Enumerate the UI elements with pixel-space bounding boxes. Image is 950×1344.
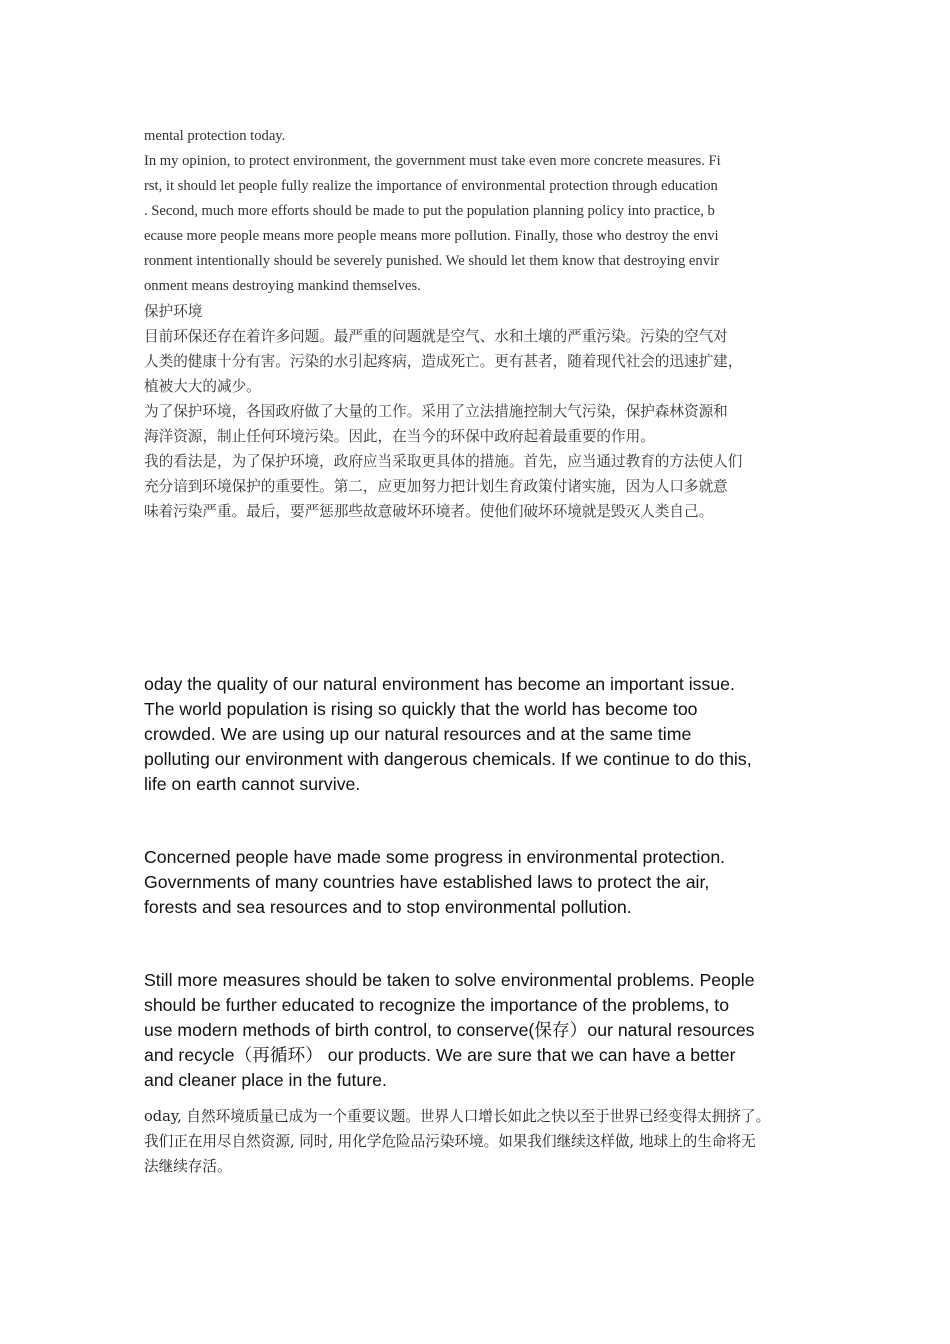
paragraph-line: use modern methods of birth control, to conserve(保存）our natural resources [144,1020,755,1040]
chinese-essay-line: 植被大大的减少。 [144,378,261,395]
chinese-essay-title: 保护环境 [144,303,203,320]
english-paragraph-1 [144,672,814,797]
essay-line: . Second, much more efforts should be made to put the population planning policy into practice, b [144,203,715,219]
paragraph-line: and cleaner place in the future. [144,1070,387,1090]
paragraph-line: The world population is rising so quickly that the world has become too [144,699,698,719]
paragraph-line: polluting our environment with dangerous chemicals. If we continue to do this, [144,749,752,769]
translation-line: 法继续存活。 [144,1158,232,1175]
english-paragraph-2 [144,845,814,920]
translation-line: 我们正在用尽自然资源, 同时, 用化学危险品污染环境。如果我们继续这样做, 地球上的生命将无 [144,1133,756,1150]
paragraph-line: Concerned people have made some progress in environmental protection. [144,847,726,867]
chinese-translation [144,1104,834,1179]
essay-line: onment means destroying mankind themselves. [144,278,421,294]
chinese-essay-line: 目前环保还存在着许多问题。最严重的问题就是空气、水和土壤的严重污染。污染的空气对 [144,328,728,345]
essay-line: ronment intentionally should be severely punished. We should let them know that destroying envir [144,253,719,269]
essay-line: ecause more people means more people means more pollution. Finally, those who destroy the envi [144,228,719,244]
chinese-essay-line: 味着污染严重。最后，要严惩那些故意破坏环境者。使他们破坏环境就是毁灭人类自己。 [144,503,714,520]
paragraph-line: Still more measures should be taken to solve environmental problems. People [144,970,755,990]
chinese-essay-line: 海洋资源，制止任何环境污染。因此，在当今的环保中政府起着最重要的作用。 [144,428,655,445]
essay-line: In my opinion, to protect environment, the government must take even more concrete measures. Fi [144,153,721,169]
essay-line: mental protection today. [144,128,286,144]
paragraph-line: Governments of many countries have established laws to protect the air, [144,872,710,892]
paragraph-line: should be further educated to recognize the importance of the problems, to [144,995,730,1015]
chinese-essay-line: 我的看法是，为了保护环境，政府应当采取更具体的措施。首先，应当通过教育的方法使人们 [144,453,743,470]
paragraph-line: and recycle（再循环） our products. We are sure that we can have a better [144,1045,736,1065]
chinese-essay-line: 充分谙到环境保护的重要性。第二，应更加努力把计划生育政策付诸实施，因为人口多就意 [144,478,728,495]
paragraph-line: oday the quality of our natural environment has become an important issue. [144,674,735,694]
paragraph-line: life on earth cannot survive. [144,774,361,794]
paragraph-line: crowded. We are using up our natural resources and at the same time [144,724,692,744]
translation-line: oday, 自然环境质量已成为一个重要议题。世界人口增长如此之快以至于世界已经变得太拥挤了。 [144,1108,771,1125]
chinese-essay-line: 为了保护环境，各国政府做了大量的工作。采用了立法措施控制大气污染，保护森林资源和 [144,403,728,420]
english-paragraph-3 [144,968,814,1093]
paragraph-line: forests and sea resources and to stop environmental pollution. [144,897,632,917]
chinese-essay-line: 人类的健康十分有害。污染的水引起疼病，造成死亡。更有甚者，随着现代社会的迅速扩建， [144,353,743,370]
chinese-essay [144,299,810,524]
essay-line: rst, it should let people fully realize the importance of environmental protection through education [144,178,718,194]
english-essay-tail [144,124,810,299]
